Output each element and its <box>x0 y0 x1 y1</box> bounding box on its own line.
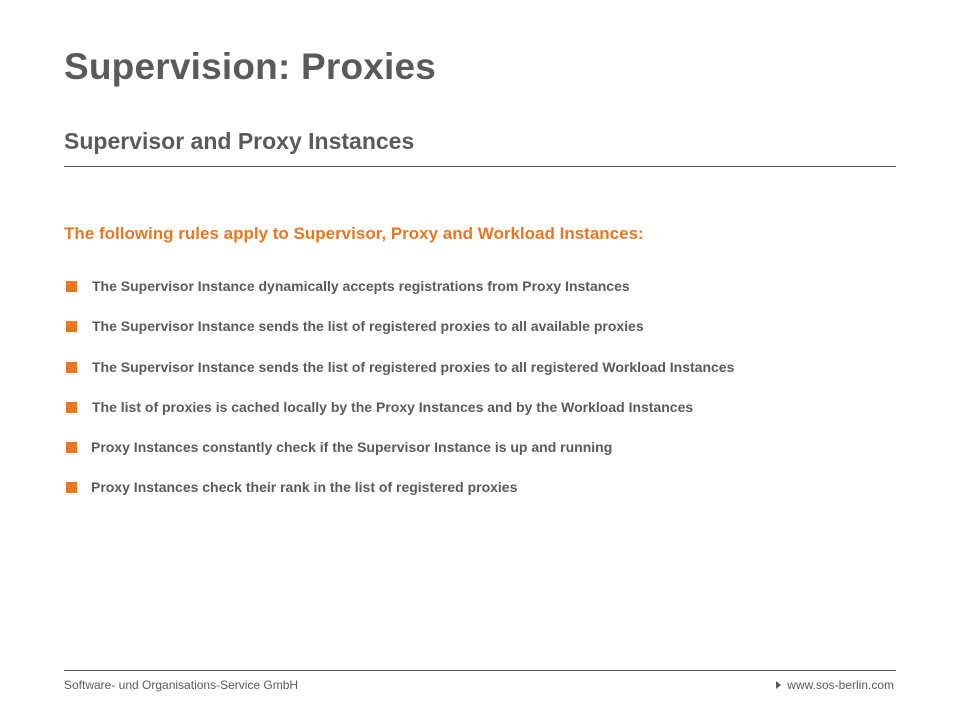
footer-website-link[interactable] <box>776 678 894 692</box>
list-item-text: The Supervisor Instance sends the list of registered proxies to all registered Workload Instances <box>92 358 735 375</box>
list-item-text: The Supervisor Instance dynamically accepts registrations from Proxy Instances <box>92 278 630 294</box>
footer-company: Software- und Organisations-Service GmbH <box>64 678 299 692</box>
bullet-square-icon <box>66 442 77 453</box>
header-divider <box>64 166 896 167</box>
list-item-text: The Supervisor Instance sends the list of registered proxies to all available proxies <box>92 318 644 335</box>
footer-divider <box>64 670 896 671</box>
list-item-text: Proxy Instances check their rank in the list of registered proxies <box>91 479 518 496</box>
slide-subtitle: Supervisor and Proxy Instances <box>64 128 415 154</box>
list-item-text: Proxy Instances constantly check if the Supervisor Instance is up and running <box>91 439 613 456</box>
bullet-square-icon <box>66 482 77 493</box>
bullet-square-icon <box>66 281 77 292</box>
slide-title: Supervision: Proxies <box>64 46 437 87</box>
bullet-square-icon <box>66 321 77 332</box>
bullet-square-icon <box>66 362 77 373</box>
arrow-right-icon <box>776 681 781 689</box>
list-item-text: The list of proxies is cached locally by the Proxy Instances and by the Workload Instances <box>92 398 694 415</box>
footer-website-text: www.sos-berlin.com <box>787 678 894 692</box>
bullet-square-icon <box>66 402 77 413</box>
intro-heading: The following rules apply to Supervisor, Proxy and Workload Instances: <box>64 224 644 243</box>
